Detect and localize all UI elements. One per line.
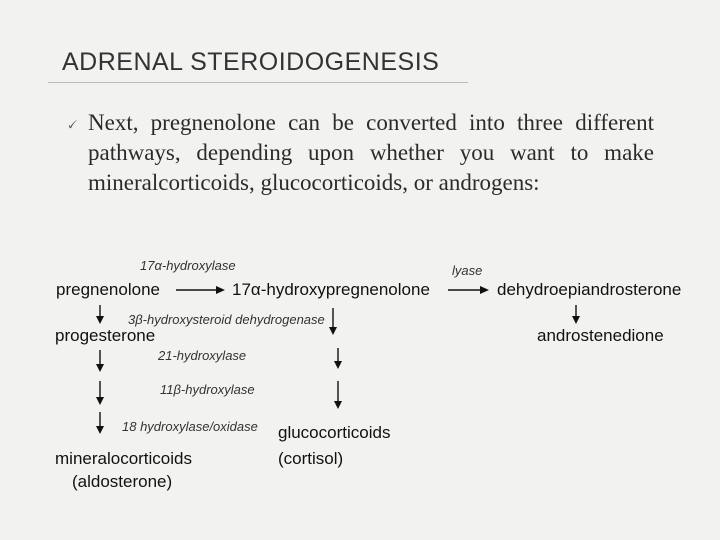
node-progesterone: progesterone — [55, 326, 156, 345]
node-dehydroepiandrosterone: dehydroepiandrosterone — [497, 280, 682, 299]
node-cortisol: (cortisol) — [278, 449, 344, 468]
arrow-progesterone-down — [96, 350, 104, 372]
bullet-paragraph: Next, pregnenolone can be converted into three different pathways, depending upon whether you want to make mineralcorticoids, glucocorticoids, or androgens: — [88, 110, 654, 195]
bullet-icon: 🗸 — [66, 115, 78, 134]
node-17a-hydroxypregnenolone: 17α-hydroxypregnenolone — [232, 280, 430, 299]
arrow-dhea-to-androstenedione — [572, 305, 580, 324]
enzyme-18-hydroxylase: 18 hydroxylase/oxidase — [122, 419, 258, 434]
enzyme-11b-hydroxylase: 11β-hydroxylase — [160, 382, 255, 397]
enzyme-21-hydroxylase: 21-hydroxylase — [158, 348, 247, 363]
arrow-11b-right-down — [334, 381, 342, 409]
node-androstenedione: androstenedione — [537, 326, 664, 345]
node-aldosterone: (aldosterone) — [72, 472, 173, 491]
arrow-17ohpreg-to-dhea — [448, 286, 489, 294]
arrow-preg-to-17ohpreg — [176, 286, 225, 294]
node-pregnenolone: pregnenolone — [56, 280, 160, 299]
arrow-preg-to-progesterone — [96, 305, 104, 324]
enzyme-lyase: lyase — [452, 263, 483, 278]
enzyme-3b-hsd: 3β-hydroxysteroid dehydrogenase — [128, 312, 325, 327]
arrow-18-down — [96, 412, 104, 434]
node-glucocorticoids: glucocorticoids — [278, 423, 391, 442]
enzyme-17a-hydroxylase: 17α-hydroxylase — [140, 258, 236, 273]
arrow-17ohprog-down — [334, 348, 342, 369]
arrow-11b-left-down — [96, 381, 104, 405]
arrow-17ohpreg-down — [329, 308, 337, 335]
slide-title: ADRENAL STEROIDOGENESIS — [62, 48, 440, 76]
node-mineralocorticoids: mineralocorticoids — [55, 449, 192, 468]
